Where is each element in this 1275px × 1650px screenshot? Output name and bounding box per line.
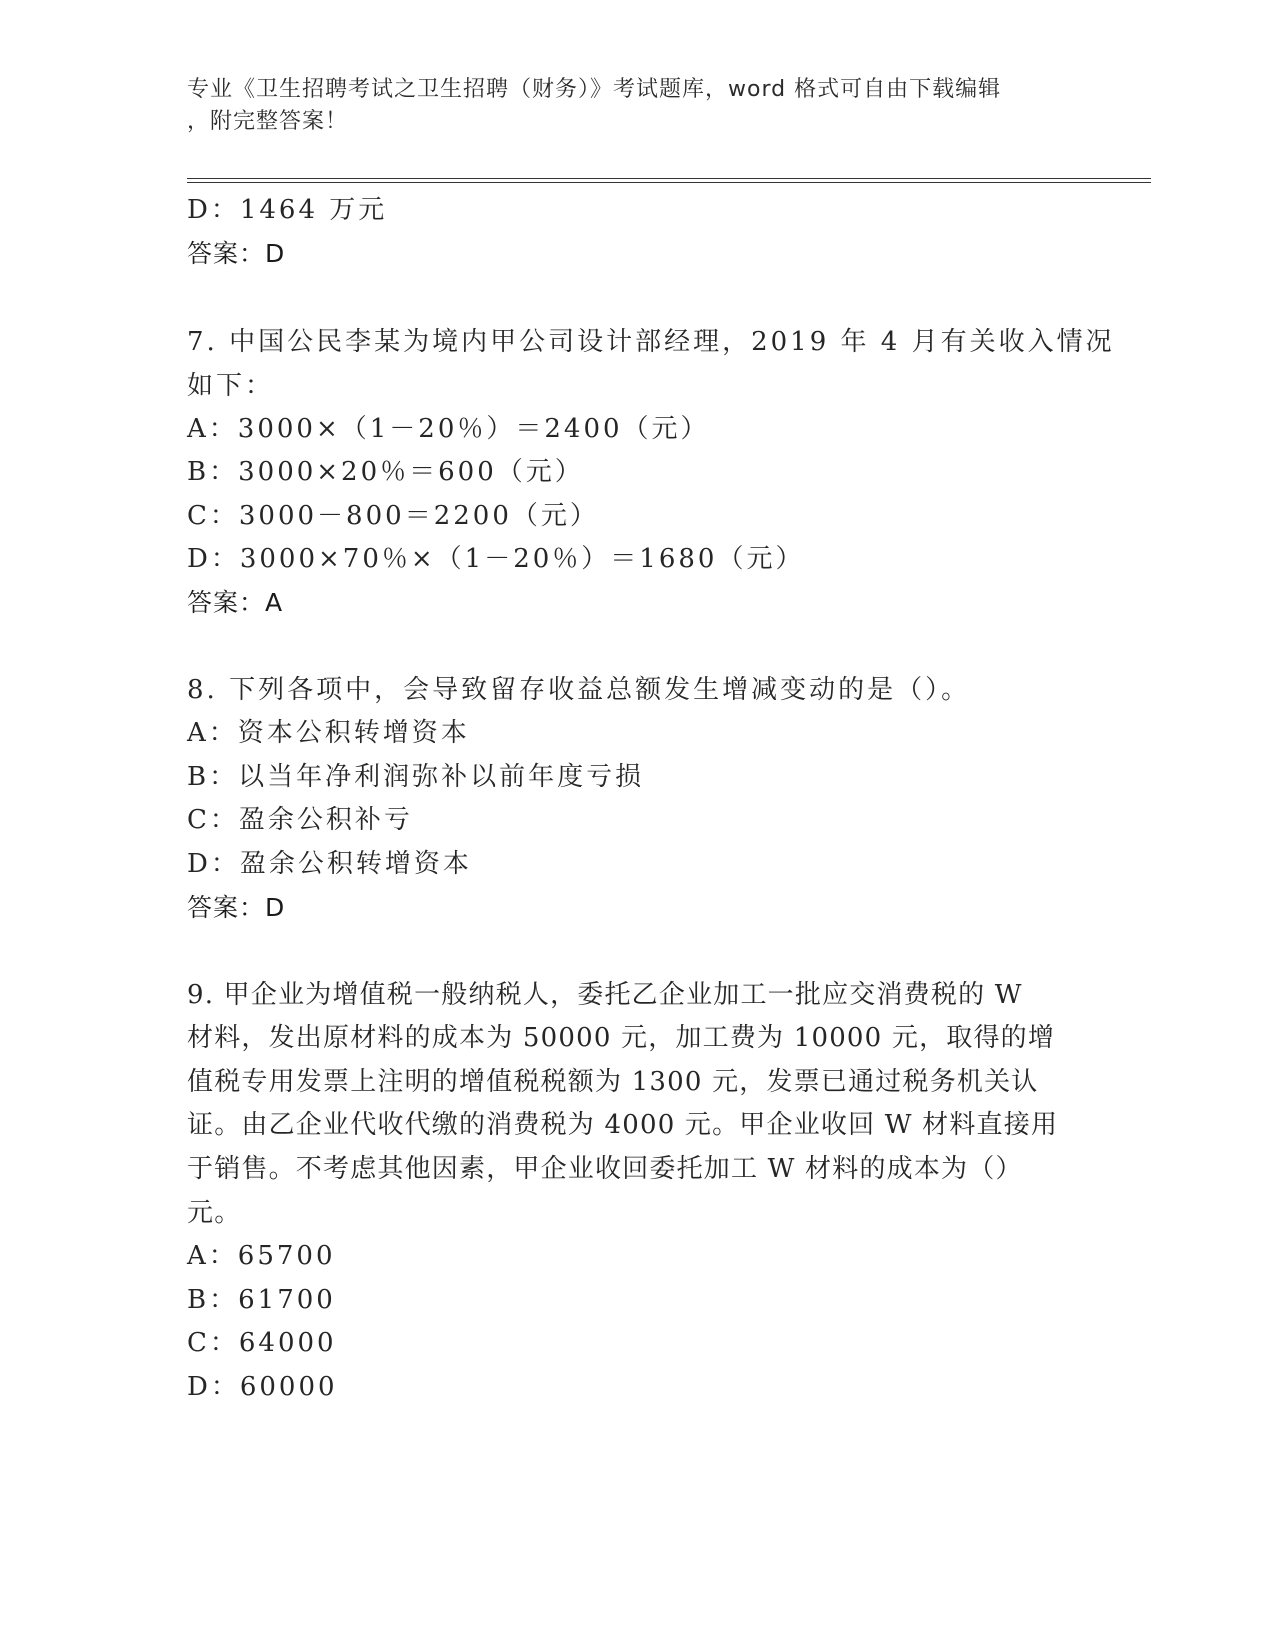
q7-option-a: A：3000×（1－20％）＝2400（元） [187, 414, 710, 444]
q9-option-b: B：61700 [187, 1285, 336, 1315]
q8-answer: 答案：D [187, 893, 286, 922]
header-divider-bottom [187, 182, 1151, 183]
q7-answer: 答案：A [187, 588, 284, 617]
header-line-2: ，附完整答案！ [187, 109, 349, 134]
q7-option-b: B：3000×20％＝600（元） [187, 457, 584, 487]
q8-option-b: B：以当年净利润弥补以前年度亏损 [187, 762, 645, 792]
q8-stem: 8. 下列各项中，会导致留存收益总额发生增减变动的是（）。 [187, 675, 971, 705]
q6-answer: 答案：D [187, 239, 286, 268]
q6-option-d: D：1464 万元 [187, 195, 388, 225]
header-divider-top [187, 178, 1151, 179]
q9-stem-line-3: 值税专用发票上注明的增值税税额为 1300 元，发票已通过税务机关认 [187, 1067, 1039, 1097]
q7-option-d: D：3000×70％×（1－20％）＝1680（元） [187, 544, 805, 574]
document-header [187, 74, 1067, 138]
header-line-1: 专业《卫生招聘考试之卫生招聘（财务）》考试题库，word 格式可自由下载编辑 [187, 77, 1002, 102]
q8-option-c: C：盈余公积补亏 [187, 805, 413, 835]
q9-stem-line-2: 材料，发出原材料的成本为 50000 元，加工费为 10000 元，取得的增 [187, 1023, 1056, 1053]
q8-option-d: D：盈余公积转增资本 [187, 849, 472, 879]
q9-option-a: A：65700 [187, 1241, 336, 1271]
q7-stem-line-1: 7. 中国公民李某为境内甲公司设计部经理，2019 年 4 月有关收入情况 [187, 327, 1115, 357]
q9-option-d: D：60000 [187, 1372, 338, 1402]
q9-stem-line-1: 9. 甲企业为增值税一般纳税人，委托乙企业加工一批应交消费税的 W [187, 980, 1023, 1010]
q9-stem-line-5: 于销售。不考虑其他因素，甲企业收回委托加工 W 材料的成本为（） [187, 1154, 1023, 1184]
q9-stem-line-4: 证。由乙企业代收代缴的消费税为 4000 元。甲企业收回 W 材料直接用 [187, 1110, 1059, 1140]
q9-stem-line-6: 元。 [187, 1198, 242, 1228]
q7-option-c: C：3000－800＝2200（元） [187, 501, 599, 531]
q8-option-a: A：资本公积转增资本 [187, 718, 470, 748]
q7-stem-line-2: 如下： [187, 371, 275, 401]
q9-option-c: C：64000 [187, 1328, 337, 1358]
